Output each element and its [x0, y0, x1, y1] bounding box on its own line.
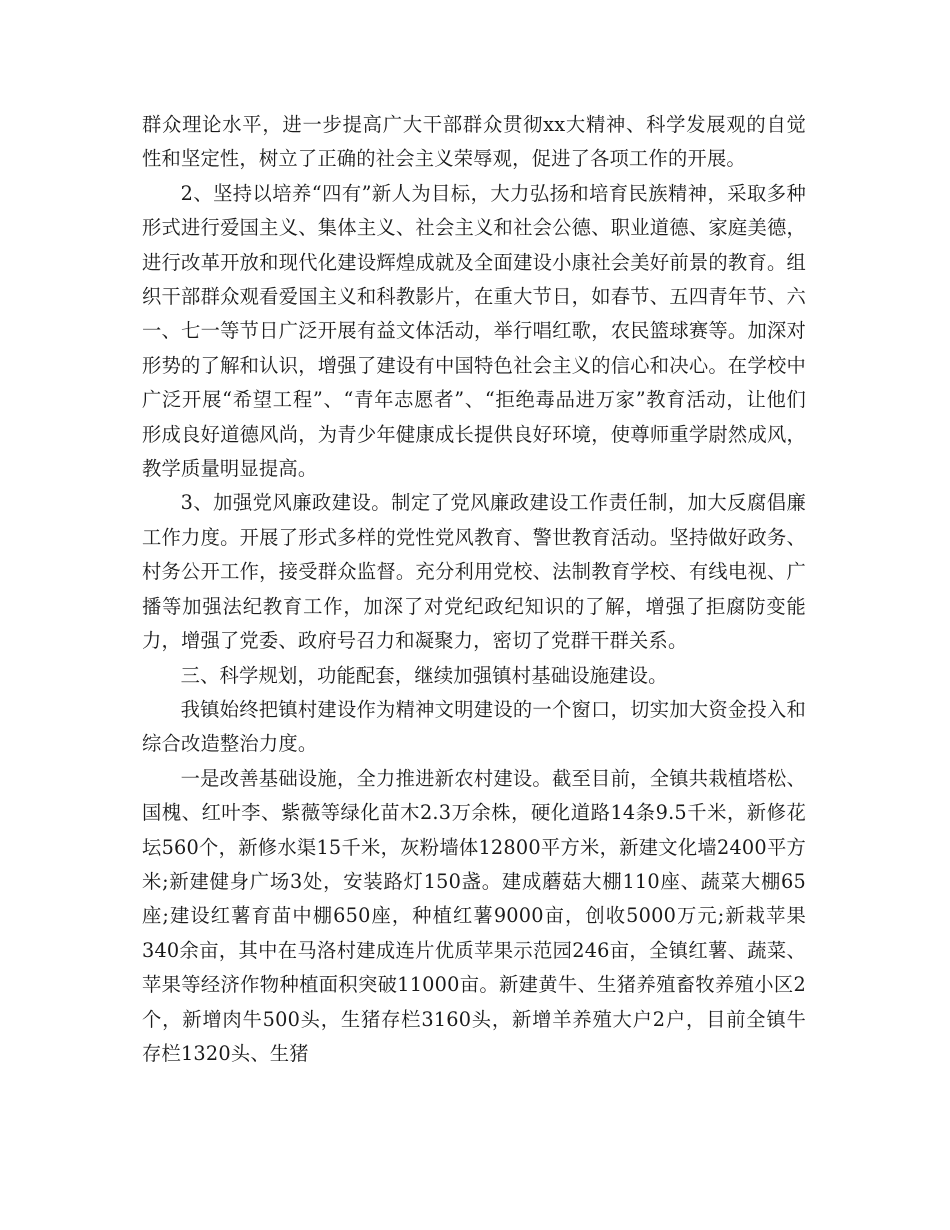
document-body	[142, 108, 806, 1071]
paragraph-town-construction-intro: 我镇始终把镇村建设作为精神文明建设的一个窗口，切实加大资金投入和综合改造整治力度。	[142, 697, 806, 756]
paragraph-infrastructure-details: 一是改善基础设施，全力推进新农村建设。截至目前，全镇共栽植塔松、国槐、红叶李、紫薇等绿化苗木2.3万余株，硬化道路14条9.5千米，新修花坛560个，新修水渠15千米，灰粉墙体12800平方米，新建文化墙2400平方米;新建健身广场3处，安装路灯150盏。建成蘑菇大棚110座、蔬菜大棚65座;建设红薯育苗中棚650座，种植红薯9000亩，创收5000万元;新栽苹果340余亩，其中在马洛村建成连片优质苹果示范园246亩，全镇红薯、蔬菜、苹果等经济作物种植面积突破11000亩。新建黄牛、生猪养殖畜牧养殖小区2个，新增肉牛500头，生猪存栏3160头，新增羊养殖大户2户，目前全镇牛存栏1320头、生猪	[142, 766, 806, 1065]
section-heading-3-infrastructure: 三、科学规划，功能配套，继续加强镇村基础设施建设。	[180, 663, 668, 687]
paragraph-item-2-patriotic-education: 2、坚持以培养“四有”新人为目标，大力弘扬和培育民族精神，采取多种形式进行爱国主义、集体主义、社会主义和社会公德、职业道德、家庭美德，进行改革开放和现代化建设辉煌成就及全面建设小康社会美好前景的教育。组织干部群众观看爱国主义和科教影片，在重大节日，如春节、五四青年节、六一、七一等节日广泛开展有益文体活动，举行唱红歌，农民篮球赛等。加深对形势的了解和认识，增强了建设有中国特色社会主义的信心和决心。在学校中广泛开展“希望工程”、“青年志愿者”、“拒绝毒品进万家”教育活动，让他们形成良好道德风尚，为青少年健康成长提供良好环境，使尊师重学尉然成风，教学质量明显提高。	[142, 181, 806, 481]
paragraph-item-3-party-conduct: 3、加强党风廉政建设。制定了党风廉政建设工作责任制，加大反腐倡廉工作力度。开展了形式多样的党性党风教育、警世教育活动。坚持做好政务、村务公开工作，接受群众监督。充分利用党校、法制教育学校、有线电视、广播等加强法纪教育工作，加深了对党纪政纪知识的了解，增强了拒腐防变能力，增强了党委、政府号召力和凝聚力，密切了党群干群关系。	[142, 491, 806, 653]
paragraph-continuation: 群众理论水平，进一步提高广大干部群众贯彻xx大精神、科学发展观的自觉性和坚定性，树立了正确的社会主义荣辱观，促进了各项工作的开展。	[142, 113, 806, 171]
